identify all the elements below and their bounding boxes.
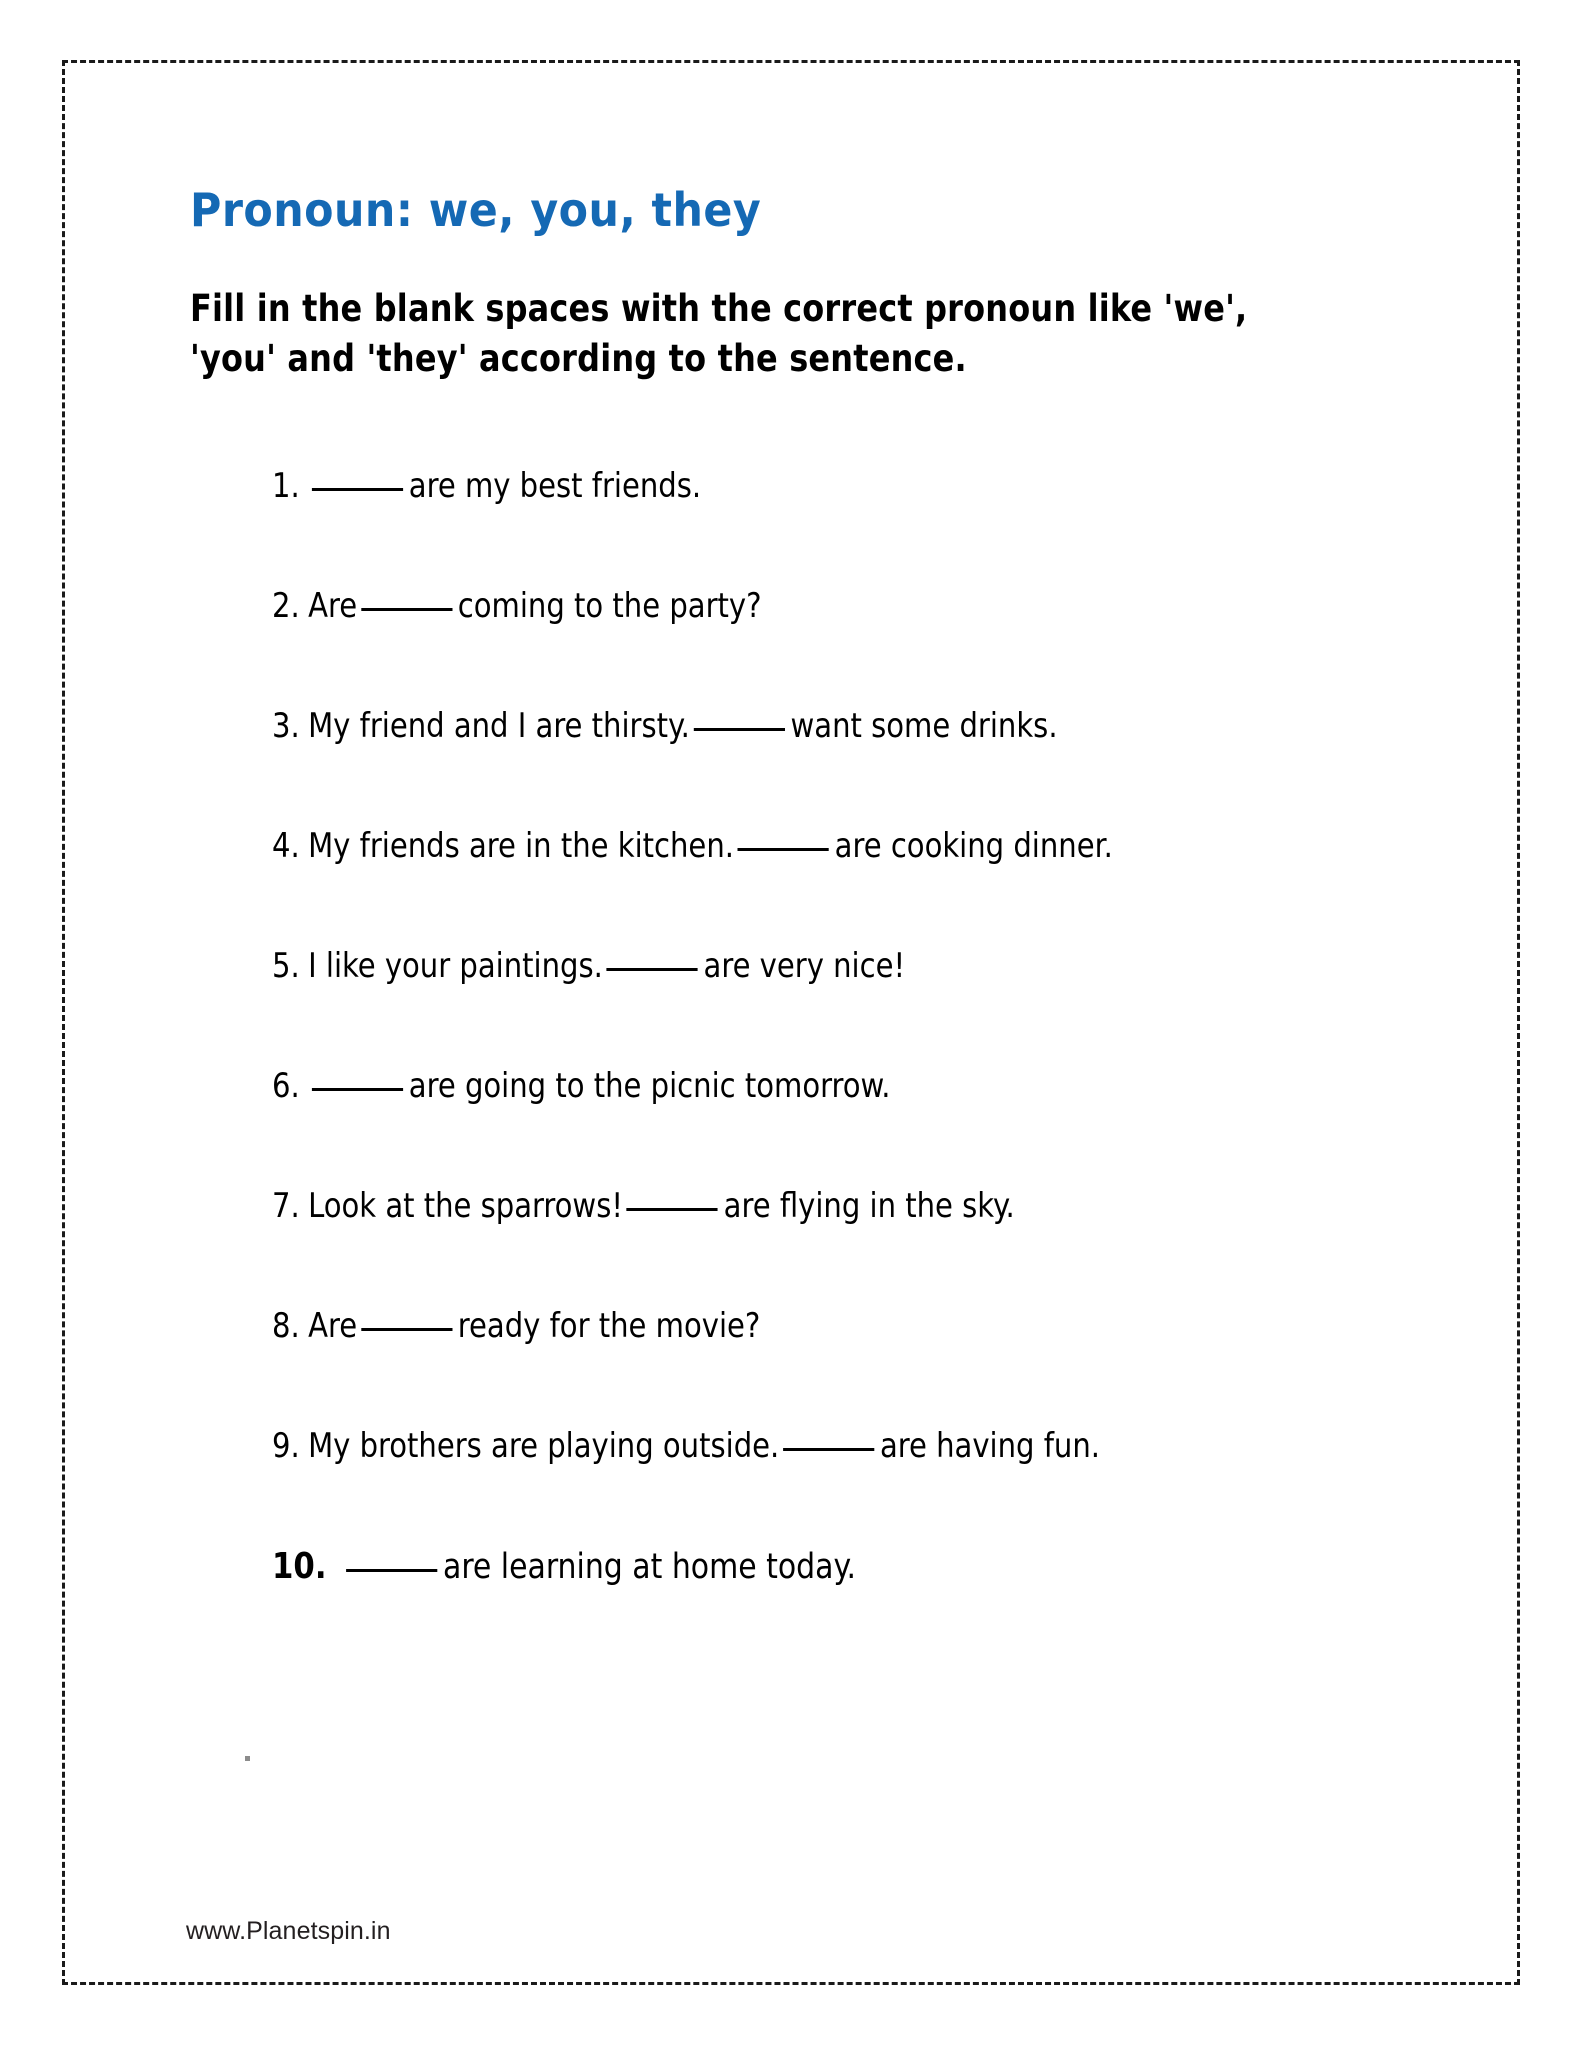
question-text-after-blank: are having fun. [879, 1426, 1100, 1466]
answer-blank[interactable] [312, 488, 403, 491]
page-title: Pronoun: we, you, they [190, 183, 762, 237]
question-text-after-blank: ready for the movie? [457, 1306, 761, 1346]
question-text-before-blank: Are [308, 1306, 358, 1346]
answer-blank[interactable] [361, 608, 452, 611]
question-text-after-blank: are going to the picnic tomorrow. [408, 1066, 891, 1106]
question-number: 10. [272, 1546, 327, 1587]
question-item [272, 1186, 1393, 1306]
question-item [272, 586, 1393, 706]
question-number: 8. [272, 1306, 300, 1346]
answer-blank[interactable] [694, 728, 785, 731]
answer-blank[interactable] [607, 968, 698, 971]
question-text-after-blank: are very nice! [703, 946, 906, 986]
question-text-before-blank: Look at the sparrows! [308, 1186, 623, 1226]
question-item [272, 946, 1393, 1066]
question-text-after-blank: are cooking dinner. [834, 826, 1113, 866]
question-text-after-blank: coming to the party? [457, 586, 762, 626]
page-speck-artifact [245, 1756, 250, 1761]
question-text-after-blank: are learning at home today. [443, 1547, 856, 1587]
question-item [272, 706, 1393, 826]
question-number: 6. [272, 1066, 300, 1106]
footer-website: www.Planetspin.in [186, 1917, 391, 1945]
answer-blank[interactable] [346, 1569, 437, 1572]
question-text-before-blank: I like your paintings. [308, 946, 603, 986]
question-text-before-blank: My brothers are playing outside. [308, 1426, 780, 1466]
question-number: 1. [272, 466, 300, 506]
question-text-before-blank: My friends are in the kitchen. [308, 826, 734, 866]
question-item [272, 466, 1393, 586]
answer-blank[interactable] [312, 1088, 403, 1091]
question-item [272, 1066, 1393, 1186]
question-list [272, 466, 1452, 1666]
question-text-before-blank: My friend and I are thirsty. [308, 706, 690, 746]
question-item [272, 1426, 1393, 1546]
answer-blank[interactable] [738, 848, 829, 851]
question-number: 5. [272, 946, 300, 986]
question-item [272, 1306, 1393, 1426]
question-number: 4. [272, 826, 300, 866]
question-text-after-blank: are my best friends. [408, 466, 702, 506]
question-text-after-blank: are flying in the sky. [723, 1186, 1015, 1226]
question-text-before-blank: Are [308, 586, 358, 626]
answer-blank[interactable] [783, 1448, 874, 1451]
question-item [272, 826, 1393, 946]
question-number: 9. [272, 1426, 300, 1466]
question-text-after-blank: want some drinks. [790, 706, 1058, 746]
question-number: 3. [272, 706, 300, 746]
question-number: 7. [272, 1186, 300, 1226]
answer-blank[interactable] [361, 1328, 452, 1331]
answer-blank[interactable] [627, 1208, 718, 1211]
question-number: 2. [272, 586, 300, 626]
question-item [272, 1546, 1393, 1666]
instructions-text: Fill in the blank spaces with the correct pronoun like 'we', 'you' and 'they' according to the sentence. [190, 287, 1248, 380]
